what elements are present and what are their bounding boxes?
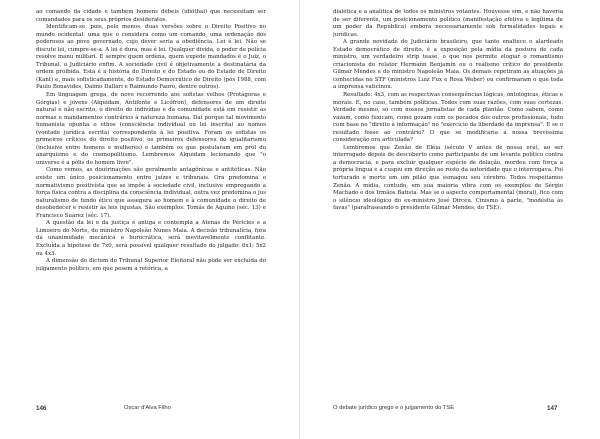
running-head: O debate jurídico grego e o julgamento do TSE	[333, 405, 455, 411]
left-text-column	[36, 9, 266, 397]
paragraph: Resultado: 4x3, com as respectivas consequências lógicas, ontológicas, éticas e morais. E, no caso, também políticas. Todos com suas razões, com suas certezas. Verdade mesmo, só com nossos jornalistas de cada plantão. Como sabem, como vazam, como fuxicam, como gozam com os pecados dos outros profissionais, tudo com base no "direito à informação" no "exercício da liberdade da imprensa". E se o resultado fosse ao contrário? O que se modificaria a nossa brevíssima consideração ora articulada?	[333, 92, 563, 144]
paragraph: A dimensão do dictum do Tribunal Superior Eleitoral não pode ser excluída do julgamento político, em que pesem a retórica, a	[36, 258, 266, 272]
page-number: 146	[36, 405, 47, 412]
paragraph: Em linguagem grega, de novo recorrendo aos sofistas velhos (Protágoras e Górgias) e jovens (Alquidam, Antifonte e Licófron), defensores de um direito natural e não escrito, o direito do indivíduo e da comunidade está em resistir às normas e mandamentos contrários à natureza humana. Daí porque tal movimento humanista opunha o ethos (consciência individual ou lei inscrita) ao nomos (vontade jurídica escrita) correspondente à lei positiva. Foram os sofistas os primeiros críticos do direito positivo, os primeiros defensores do igualitarismo (inclusive entre homens e mulheres) e também os que postularam em pról do anarquismo e do cosmopolitismo. Lembremos Alquidam lecionando que "o universo é a pólis do homem livre".	[36, 92, 266, 166]
paragraph: Identificam-se, pois, pelo menos, duas versões sobre o Direito Positivo no mundo ocidental: uma que o considera como um comando, uma ordenação dos poderosos ao povo governado, cujo dever seria a obediência. Lei é lei. Não se discute lei, cumpre-se-a. A lei é dura, mas é lei. Qualquer divida, o poder de polícia resolve manu militari. E sempre quem ordena, quem expede mandados é o Juiz, o Tribunal, o Judiciário enfim. A sociedade civil é objetivamente a destinatária da ordem proibida. Esta é a história do Direito e do Estado ou do Estado de Direito (Kant) e, mais sofisticadamente, do Estado Democrático de Direito (pós 1988, com Paulo Bonavides, Dalmo Dallari e Raimundo Faoro, dentre outros).	[36, 24, 266, 91]
paragraph: A questão da lei e da justiça é antiga e contempla a Atenas de Péricles e a Limoeiro do Norte, do ministro Napoleão Nunes Maia. A decisão tribunalícia, fora da unanimidade mecânica e burocrática, será inevitavelmente conflitante. Excluída a hipótese de 7x0, será possível qualquer resultado do julgado: 6x1; 5x2 ou 4x3.	[36, 220, 266, 257]
paragraph: A grande novidade do Judiciário brasileiro, que tanto enaltece o alardeado Estado democrático de direito, é a exposição pela mídia da postura de cada ministro, um verdadeiro strip tease, o que nos permite elogiar o romantismo criacionista do relator Hermann Benjamin ou o realismo crítico do presidente Gilmar Mendes e do ministro Napoleão Maia. Os demais repetiram as atuações já conhecidas no STF (ministros Luiz Fux e Rosa Weber) ou confirmaram o que toda a imprensa vaticinou.	[333, 39, 563, 91]
paragraph: dialética e a analítica de todos os ministros votantes. Houvesse sim, e não haveria de ser diferente, um posicionamento político (manifestação efetiva e legítima de um poder da República) embora necessariamente sob formalidades legais e jurídicas.	[333, 9, 563, 38]
page-number: 147	[547, 405, 558, 412]
paragraph: ao comando da cidade e também homens débeis (idiôthai) que necessitam ser comandados para os seus próprios desideratos.	[36, 9, 266, 23]
right-text-column	[333, 9, 563, 397]
paragraph: Como vemos, as doutrinações são geralmente antagônicas e antitéticas. Não existe um único posicionamento entre juízes e tribunais. Ora predomina o normativismo positivista que se impõe à sociedade civil, inclusive empregando a força física contra a disciplina da consciência individual, outra vez predomina o jus naturalismo de fundo ético que assegura ao homem e à comunidade o direito de desobedecer e resistir às leis injustas. São exemplos: Tomás de Aquino (séc. 13) e Francisco Suárez (séc. 17).	[36, 167, 266, 219]
paragraph: Lembremos que Zenão de Eléia (século V antes de nossa era), ao ser interrogado depois de descoberto como participante de um levante político contra a democracia, e para excluir qualquer espécie de delação, mordeu com força a própria língua e a cuspiu em direção ao rosto da autoridade que o interrogava. Foi torturado e morto em um pilão que esmagou seu cérebro. Todos respeitamos Zenão. A mídia, contudo, em sua maioria vibra com os exemplos de Sérgio Machado e dos Irmãos Batista. Mas se o aspecto comportamental (moral), fico com o silêncio ideológico do ex-ministro José Dirceu. Cinismo à parte, "modéstia às favas" (parafraseando o presidente Gilmar Mendes, do TSE).	[333, 144, 563, 212]
right-page	[300, 0, 600, 439]
running-head: Oscar d'Alva Filho	[124, 405, 171, 411]
